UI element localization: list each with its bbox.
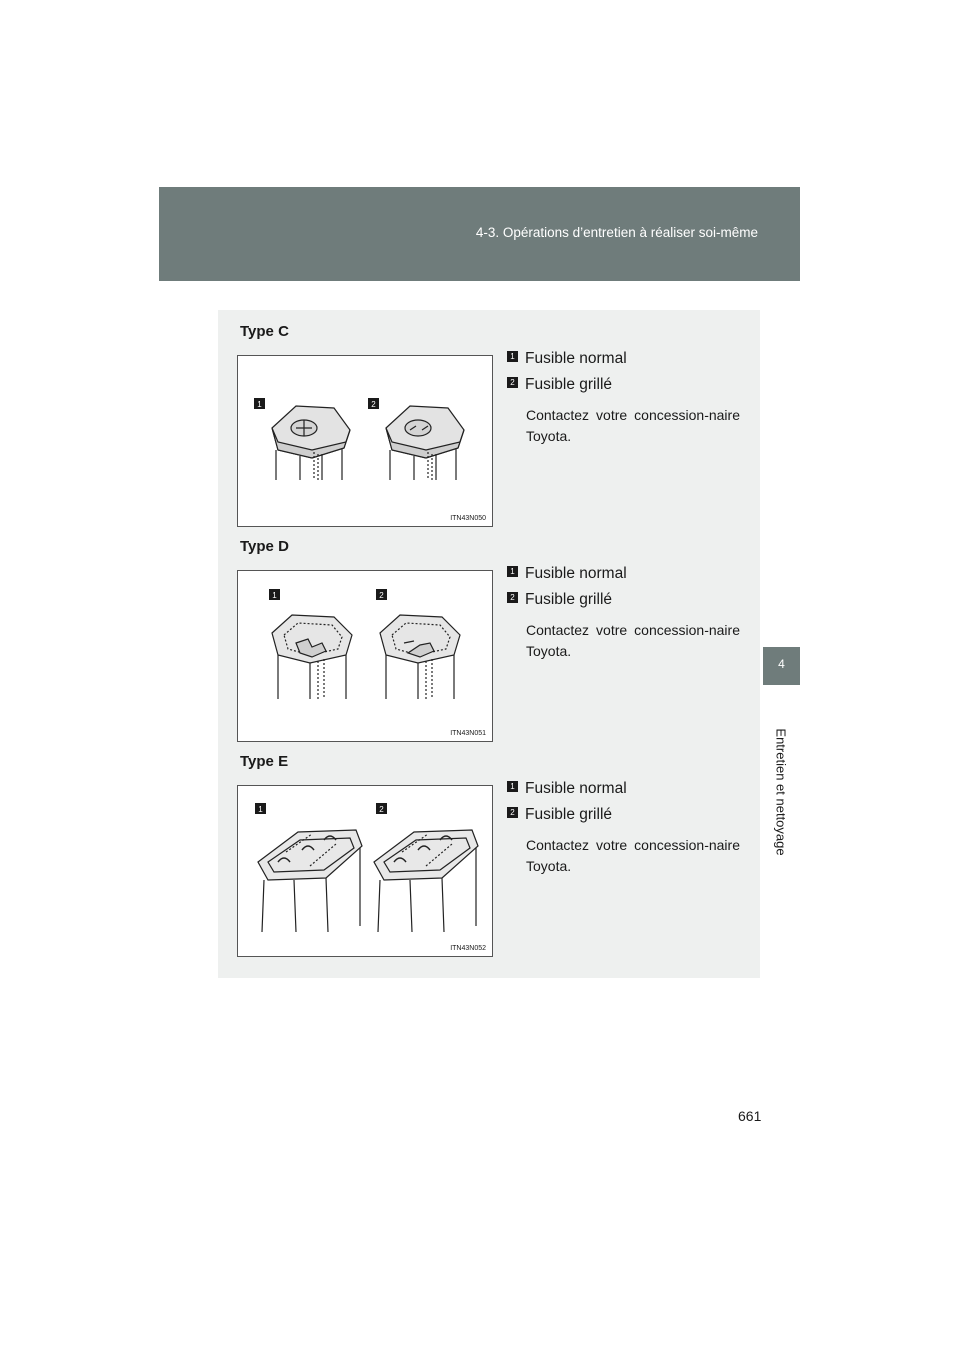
chapter-number: 4 <box>778 657 785 671</box>
type-c-fuse-illustration <box>238 356 494 528</box>
item-number-badge: 1 <box>507 566 518 577</box>
item-number-badge: 1 <box>507 781 518 792</box>
chapter-label <box>772 717 790 867</box>
type-e-item-2 <box>507 805 612 827</box>
item-number-badge: 2 <box>507 592 518 603</box>
type-d-fuse-illustration <box>238 571 494 743</box>
type-c-title: Type C <box>240 323 289 340</box>
type-c-note: Contactez votre concession-naire Toyota. <box>526 407 740 444</box>
item-number-badge: 1 <box>507 351 518 362</box>
svg-text:1: 1 <box>272 591 277 600</box>
item-label: Fusible grillé <box>525 591 613 608</box>
page-header <box>159 187 800 281</box>
type-d-item-2 <box>507 590 612 612</box>
type-e-figure <box>237 785 493 957</box>
item-label: Fusible normal <box>525 780 627 797</box>
figure-code: ITN43N052 <box>450 945 486 952</box>
chapter-tab <box>763 647 800 685</box>
type-d-note: Contactez votre concession-naire Toyota. <box>526 622 740 659</box>
type-d-item-1 <box>507 564 627 586</box>
page-number: 661 <box>738 1108 762 1124</box>
item-number-badge: 2 <box>507 807 518 818</box>
chapter-label-text: Entretien et nettoyage <box>773 728 789 856</box>
svg-text:1: 1 <box>258 805 263 814</box>
item-label: Fusible grillé <box>525 376 613 393</box>
item-label: Fusible normal <box>525 350 627 367</box>
type-c-figure <box>237 355 493 527</box>
type-e-title: Type E <box>240 753 289 770</box>
figure-code: ITN43N050 <box>450 515 486 522</box>
svg-text:2: 2 <box>379 805 384 814</box>
figure-code: ITN43N051 <box>450 730 486 737</box>
section-title: 4-3. Opérations d’entretien à réaliser soi-même <box>475 225 758 240</box>
type-e-note: Contactez votre concession-naire Toyota. <box>526 837 740 874</box>
type-d-title: Type D <box>240 538 289 555</box>
type-c-item-1 <box>507 349 627 371</box>
item-number-badge: 2 <box>507 377 518 388</box>
svg-text:1: 1 <box>257 400 262 409</box>
type-e-fuse-illustration <box>238 786 494 958</box>
svg-text:2: 2 <box>379 591 384 600</box>
item-label: Fusible normal <box>525 565 627 582</box>
type-e-item-1 <box>507 779 627 801</box>
item-label: Fusible grillé <box>525 806 613 823</box>
type-c-item-2 <box>507 375 612 397</box>
svg-text:2: 2 <box>371 400 376 409</box>
type-d-figure <box>237 570 493 742</box>
